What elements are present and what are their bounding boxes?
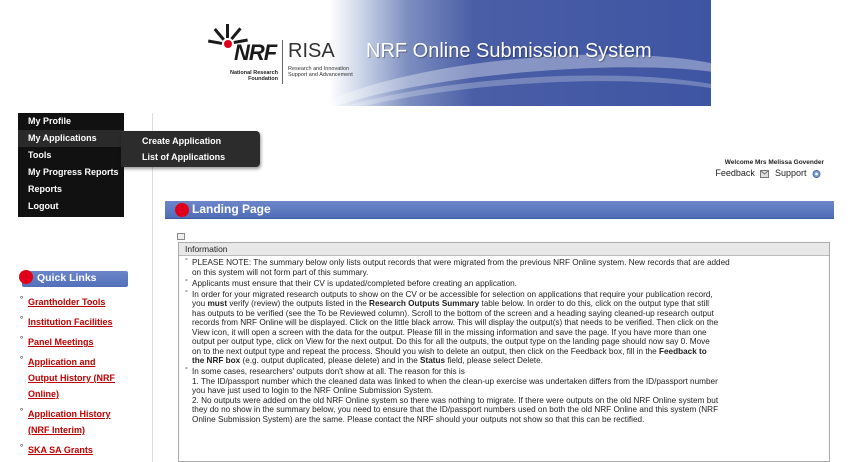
risa-logo-subtitle: Research and Innovation Support and Advancement <box>288 66 353 78</box>
red-dot-icon <box>19 270 33 284</box>
quick-link-ska-sa-grants[interactable]: SKA SA Grants <box>28 445 93 455</box>
quick-link-application-output-history[interactable]: Application and Output History (NRF Online) <box>28 357 115 399</box>
bullet-icon: ° <box>20 335 24 344</box>
page-title: Landing Page <box>192 202 271 216</box>
bullet-icon: ° <box>20 355 24 364</box>
nrf-logo-text: NRF <box>234 40 277 65</box>
nav-item-reports[interactable]: Reports <box>28 184 63 194</box>
info-note-verify-outputs: ° In order for your migrated research outputs to show on the CV or be accessible for selection on applications that require your publication record, you must verify (review) the outputs listed in the Research Outputs Summary table below. In order to do this, click on the output type that still has outputs to be verified (see the To be Reviewed column). Scroll to the bottom of the screen and a heading saying cleaned-up research output records from NRF Online will be displayed. Click on the little black arrow. This will display the output(s) that needs to be verified. Then click on the View icon, it will open a screen with the data for the output. Please fill in the missing information and save the page. If you have more than one output per output type, click on View for the next output. Do this for all the outputs, the output type on the landing page should now say 0. Move on to the next output type and repeat the process. Should you wish to delete an output, then click on the Feedback box, fill in the Feedback to the NRF box (e.g. output duplicated, please delete) and in the Status field, please select Delete. <box>185 289 719 365</box>
submenu-item-list-of-applications[interactable]: List of Applications <box>142 152 226 162</box>
bullet-icon: ° <box>185 289 188 297</box>
quick-link-grantholder-tools[interactable]: Grantholder Tools <box>28 297 106 307</box>
quick-link-application-history-interim[interactable]: Application History (NRF Interim) <box>28 409 111 435</box>
collapse-toggle-icon[interactable] <box>177 233 185 240</box>
header-banner <box>144 0 711 106</box>
nav-item-my-profile[interactable]: My Profile <box>28 116 72 126</box>
nrf-logo-subtitle: National Research Foundation <box>230 70 278 82</box>
info-note-migrated: ° PLEASE NOTE: The summary below only lists output records that were migrated from the previous NRF Online system. New records that are added on this system will not form part of this summary. <box>185 258 730 277</box>
nav-item-tools[interactable]: Tools <box>28 150 52 160</box>
submenu-item-create-application[interactable]: Create Application <box>142 136 222 146</box>
site-title: NRF Online Submission System <box>366 40 652 62</box>
main-nav <box>18 113 124 217</box>
quick-link-item <box>20 314 140 334</box>
information-panel <box>178 242 830 462</box>
feedback-link[interactable]: Feedback <box>715 168 755 178</box>
risa-logo-text: RISA <box>288 40 335 62</box>
quick-links-header <box>22 271 128 287</box>
bullet-icon: ° <box>185 258 188 265</box>
quick-link-item <box>20 294 140 314</box>
bullet-icon: ° <box>20 443 24 452</box>
quick-link-panel-meetings[interactable]: Panel Meetings <box>28 337 94 347</box>
mail-icon[interactable] <box>760 170 769 178</box>
bullet-icon: ° <box>185 367 188 374</box>
nrf-logo <box>206 22 356 90</box>
quick-link-item <box>20 406 124 442</box>
header-links <box>700 168 824 178</box>
quick-link-item <box>20 442 140 458</box>
quick-link-institution-facilities[interactable]: Institution Facilities <box>28 317 113 327</box>
landing-page-header <box>165 201 834 219</box>
quick-links-title: Quick Links <box>37 272 97 284</box>
quick-links-list <box>20 294 140 458</box>
welcome-message: Welcome Mrs Melissa Govender <box>724 159 824 166</box>
nav-item-my-applications[interactable]: My Applications <box>18 130 124 147</box>
bullet-icon: ° <box>20 407 24 416</box>
nav-item-my-progress-reports[interactable]: My Progress Reports <box>28 167 119 177</box>
logo-divider <box>282 40 283 84</box>
quick-link-item <box>20 354 124 406</box>
bullet-icon: ° <box>20 315 24 324</box>
information-heading: Information <box>179 243 829 256</box>
nav-item-logout[interactable]: Logout <box>28 201 59 211</box>
bullet-icon: ° <box>20 295 24 304</box>
info-note-cv: ° Applicants must ensure that their CV is updated/completed before creating an application. <box>185 278 517 288</box>
red-dot-icon <box>175 203 189 217</box>
help-icon[interactable] <box>812 170 821 178</box>
quick-link-item <box>20 334 140 354</box>
bullet-icon: ° <box>185 278 188 286</box>
info-note-missing-outputs: ° In some cases, researchers' outputs don't show at all. The reason for this is 1. The ID/passport number which the cleaned data was linked to when the clean-up exercise was undertaken differs from the ID/passport number you have just used to login to the NRF Online Submission System. 2. No outputs were added on the old NRF Online system so there was nothing to migrate. If there were outputs on the old NRF Online system but they do no show in the summary below, you need to ensure that the ID/passport numbers used on both the old NRF Online and this system (NRF Online Submission System) are the same. Please contact the NRF should your outputs not show so that this can be rectified. <box>185 367 719 424</box>
applications-submenu <box>121 131 260 167</box>
information-body <box>179 256 829 424</box>
support-link[interactable]: Support <box>774 168 807 178</box>
